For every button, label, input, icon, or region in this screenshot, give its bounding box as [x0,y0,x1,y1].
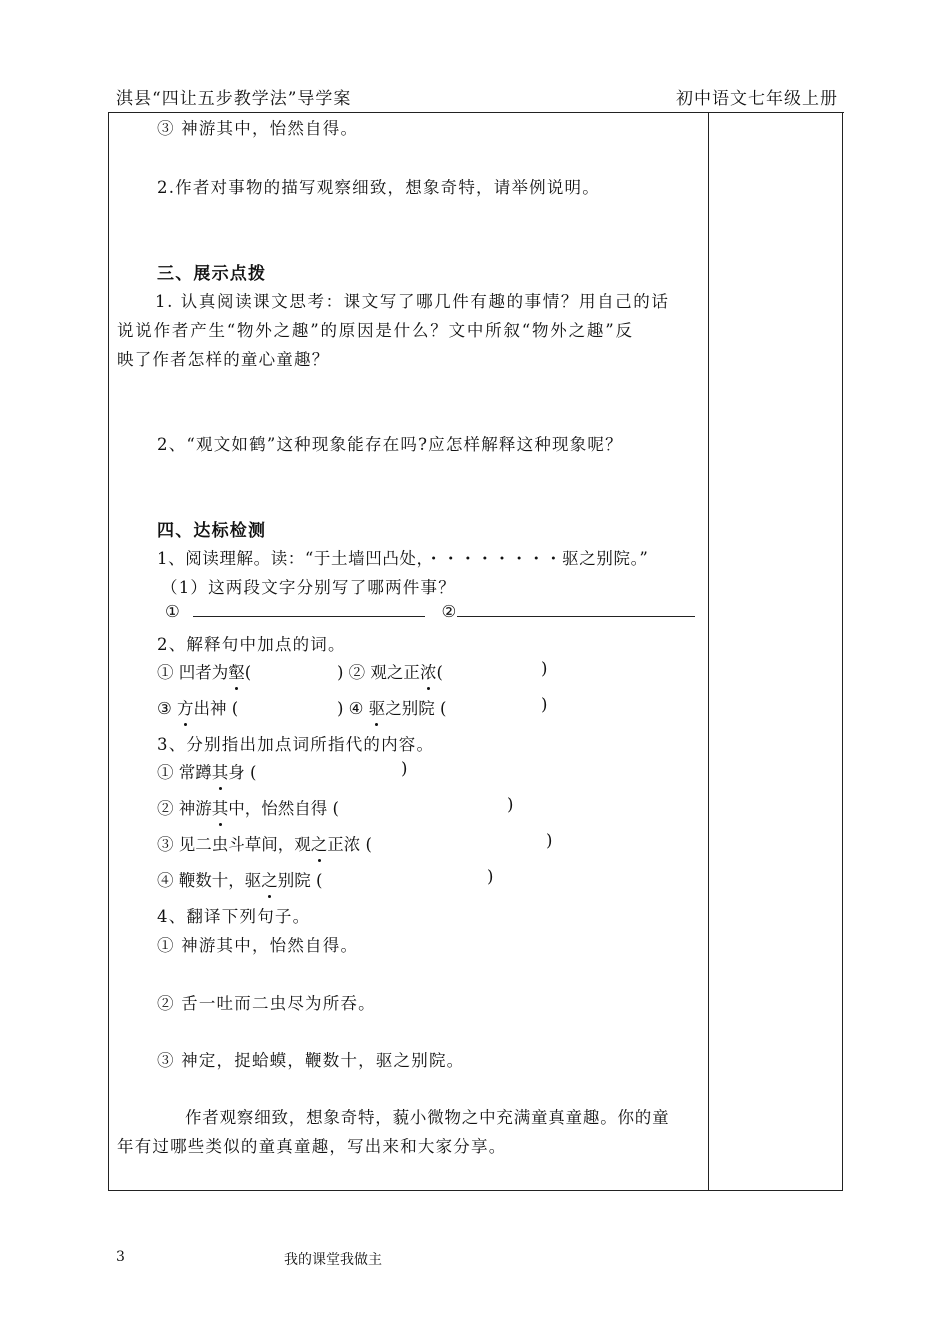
column-divider [708,113,709,1190]
final-task-line2: 年有过哪些类似的童真童趣，写出来和大家分享。 [117,1137,507,1156]
pronoun-row-3 [157,831,627,857]
exercise-2: 2、解释句中加点的词。 [157,635,346,654]
translate-1: ① 神游其中，怡然自得。 [157,936,359,955]
pronoun-close: ) [546,831,553,850]
translate-2: ② 舌一吐而二虫尽为所吞。 [157,994,376,1013]
question-1-line1: 1. 认真阅读课文思考：课文写了哪几件有趣的事情？用自己的话 [155,292,670,311]
question-1-line3: 映了作者怎样的童心童趣？ [117,350,330,369]
explain-row-1 [157,659,627,685]
translate-3: ③ 神定，捉蛤蟆，鞭数十，驱之别院。 [157,1051,465,1070]
pronoun-row-1 [157,759,627,785]
answer-line-row [165,602,695,621]
explain-close: ) [541,695,548,714]
pronoun-4-text: ④ 鞭数十，驱之别院 ( [157,867,322,891]
pronoun-3-text: ③ 见二虫斗草间，观之正浓 ( [157,831,372,855]
explain-row-2 [157,695,627,721]
answer-1-blank[interactable] [193,602,425,617]
header-title: 淇县“四让五步教学法”导学案 [116,89,352,109]
pronoun-row-2 [157,795,627,821]
dotted-word: 方 [177,695,194,719]
explain-2-text: ) ② 观之正浓( [337,659,443,683]
question-2b: 2、“观文如鹤”这种现象能存在吗?应怎样解释这种现象呢？ [157,435,623,454]
page-number: 3 [116,1249,125,1265]
question-1-line2: 说说作者产生“物外之趣”的原因是什么？文中所叙“物外之趣”反 [117,321,634,340]
main-column [109,113,708,1190]
pronoun-close: ) [507,795,514,814]
pronoun-row-4 [157,867,627,893]
footer-motto: 我的课堂我做主 [284,1252,382,1268]
dotted-word: 之 [311,831,328,855]
dotted-word: 其 [212,795,229,819]
explain-4-text: ) ④ 驱之别院 ( [337,695,446,719]
explain-close: ) [541,659,548,678]
final-task-line1: 作者观察细致，想象奇特，藐小微物之中充满童真童趣。你的童 [185,1108,670,1127]
dotted-word: 之 [261,867,278,891]
pronoun-close: ) [487,867,494,886]
dotted-word: 壑 [228,659,245,683]
answer-1-label: ① [165,602,181,621]
pronoun-2-text: ② 神游其中，怡然自得 ( [157,795,339,819]
reading-prompt: 1、阅读理解。读：“于土墙凹凸处，・・・・・・・・驱之别院。” [157,549,649,568]
pronoun-close: ) [401,759,408,778]
dotted-word: 驱 [369,695,386,719]
pronoun-1-text: ① 常蹲其身 ( [157,759,256,783]
header-subject: 初中语文七年级上册 [676,89,838,109]
worksheet-table [108,113,843,1191]
explain-3-text: ③ 方出神 ( [157,695,238,719]
section-heading-3: 三、展示点拨 [157,264,267,284]
reading-question-1: （1）这两段文字分别写了哪两件事？ [161,578,456,597]
dotted-word: 浓 [420,659,437,683]
line-item3: ③ 神游其中，怡然自得。 [157,119,359,138]
exercise-4: 4、翻译下列句子。 [157,907,311,926]
answer-2-blank[interactable] [457,602,695,617]
answer-2-label: ② [441,602,458,621]
explain-1-text: ① 凹者为壑( [157,659,251,683]
dotted-word: 其 [212,759,229,783]
exercise-3: 3、分别指出加点词所指代的内容。 [157,735,435,754]
question-2: 2.作者对事物的描写观察细致，想象奇特，请举例说明。 [157,178,600,197]
section-heading-4: 四、达标检测 [157,521,267,541]
